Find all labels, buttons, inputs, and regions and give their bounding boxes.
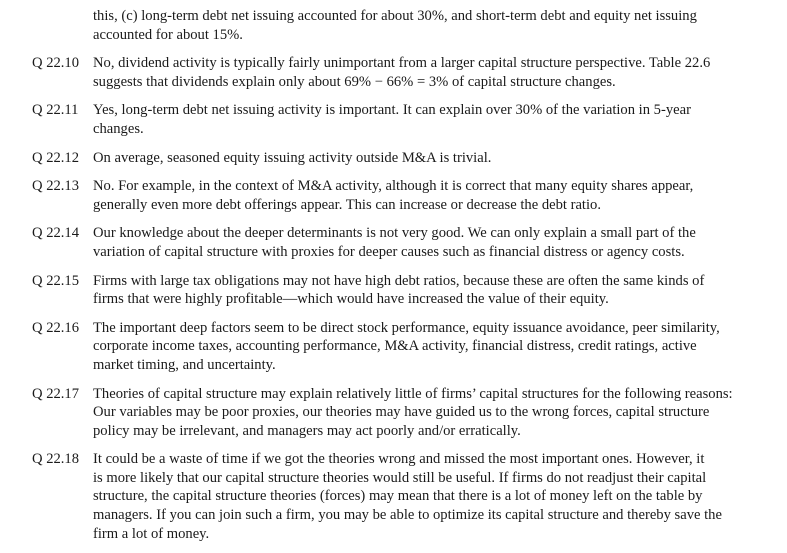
answer-line: policy may be irrelevant, and managers may act poorly and/or erratically. bbox=[93, 422, 521, 439]
question-number: Q 22.15 bbox=[32, 272, 80, 289]
question-number: Q 22.17 bbox=[32, 385, 80, 402]
answer-line: is more likely that our capital structure theories would still be useful. If firms do not readjust their capital bbox=[93, 469, 707, 486]
answer-line: Our variables may be poor proxies, our theories may have guided us to the wrong forces, capital structure bbox=[93, 404, 710, 421]
answers-page bbox=[0, 7, 787, 553]
answer-entry-q22-18 bbox=[0, 450, 787, 543]
answer-line: variation of capital structure with proxies for deeper causes such as financial distress or agency costs. bbox=[93, 243, 685, 260]
answer-line: Our knowledge about the deeper determinants is not very good. We can only explain a small part of the bbox=[93, 225, 696, 242]
answer-line: generally even more debt offerings appear. This can increase or decrease the debt ratio. bbox=[93, 196, 601, 213]
question-number: Q 22.11 bbox=[32, 102, 79, 119]
answer-line: changes. bbox=[93, 120, 144, 137]
answer-text bbox=[93, 149, 748, 168]
answer-entry-q22-16 bbox=[0, 319, 787, 375]
answer-line: Yes, long-term debt net issuing activity is important. It can explain over 30% of the variation in 5-year bbox=[93, 102, 691, 119]
answer-line: No. For example, in the context of M&A activity, although it is correct that many equity shares appear, bbox=[93, 178, 694, 195]
answer-line: corporate income taxes, accounting performance, M&A activity, financial distress, credit ratings, active bbox=[93, 338, 697, 355]
answer-entry-q22-10 bbox=[0, 54, 787, 91]
answer-text bbox=[93, 7, 748, 44]
question-number: Q 22.14 bbox=[32, 225, 80, 242]
question-number: Q 22.16 bbox=[32, 319, 80, 336]
answer-text bbox=[93, 272, 748, 309]
answer-line: It could be a waste of time if we got the theories wrong and missed the most important ones. However, it bbox=[93, 451, 705, 468]
answer-entry-q22-14 bbox=[0, 224, 787, 261]
answer-entry-q22-13 bbox=[0, 177, 787, 214]
answer-text bbox=[93, 224, 748, 261]
answer-line: managers. If you can join such a firm, you may be able to optimize its capital structure and thereby save the bbox=[93, 507, 722, 524]
answer-text bbox=[93, 385, 748, 441]
answer-text bbox=[93, 450, 748, 543]
answer-entry-q22-17 bbox=[0, 385, 787, 441]
question-number: Q 22.18 bbox=[32, 451, 80, 468]
answer-line: accounted for about 15%. bbox=[93, 26, 243, 43]
answer-line: On average, seasoned equity issuing activity outside M&A is trivial. bbox=[93, 149, 492, 166]
answer-line: firm a lot of money. bbox=[93, 525, 210, 542]
answer-entry-q22-12 bbox=[0, 149, 787, 168]
answer-entry-q22-11 bbox=[0, 101, 787, 138]
answer-line: suggests that dividends explain only about 69% − 66% = 3% of capital structure changes. bbox=[93, 73, 616, 90]
answer-line: No, dividend activity is typically fairly unimportant from a larger capital structure perspective. Table 22.6 bbox=[93, 55, 711, 72]
answer-line: this, (c) long-term debt net issuing accounted for about 30%, and short-term debt and equity net issuing bbox=[93, 8, 697, 24]
answer-text bbox=[93, 177, 748, 214]
answer-line: Firms with large tax obligations may not have high debt ratios, because these are often the same kinds of bbox=[93, 272, 705, 289]
answer-line: structure, the capital structure theories (forces) may mean that there is a lot of money left on the table by bbox=[93, 488, 703, 505]
answer-entry-q22-15 bbox=[0, 272, 787, 309]
question-number: Q 22.12 bbox=[32, 149, 80, 166]
answer-line: firms that were highly profitable—which would have increased the value of their equity. bbox=[93, 291, 609, 308]
question-number: Q 22.10 bbox=[32, 55, 80, 72]
answer-text bbox=[93, 101, 748, 138]
answer-entry-continued bbox=[0, 7, 787, 44]
question-number: Q 22.13 bbox=[32, 178, 80, 195]
answer-line: market timing, and uncertainty. bbox=[93, 356, 276, 373]
answer-text bbox=[93, 319, 748, 375]
answer-line: The important deep factors seem to be direct stock performance, equity issuance avoidance, peer similarity, bbox=[93, 319, 720, 336]
answer-text bbox=[93, 54, 748, 91]
answer-line: Theories of capital structure may explain relatively little of firms’ capital structures for the following reasons: bbox=[93, 385, 733, 402]
